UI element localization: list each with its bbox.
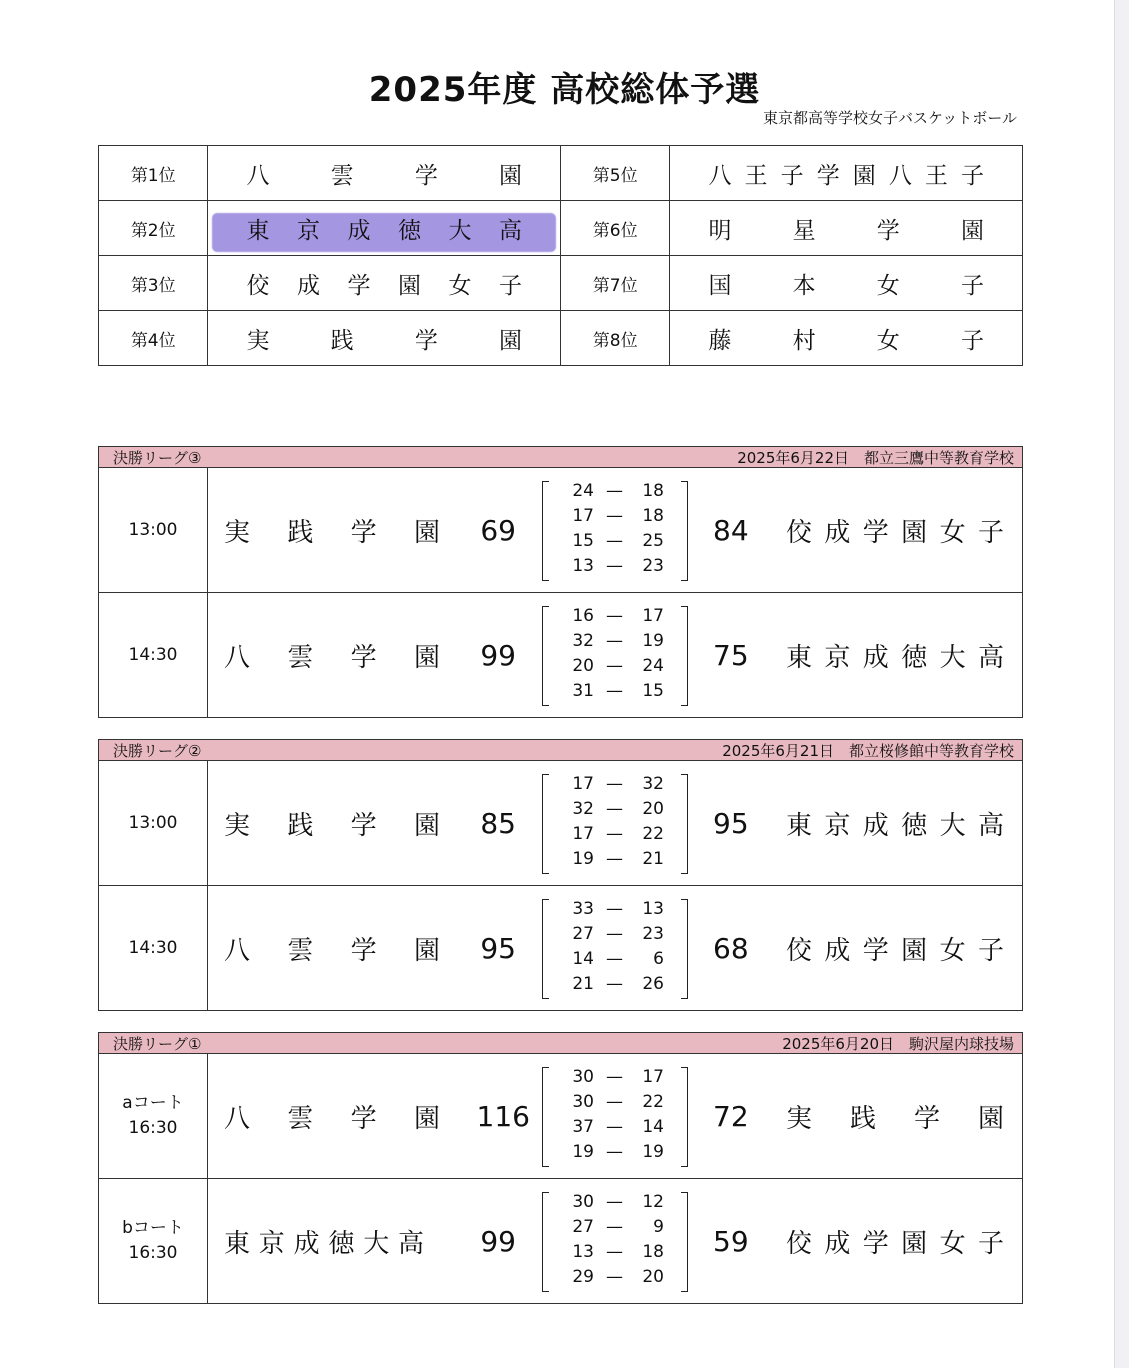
quarter-row: [542, 1242, 688, 1266]
final-league-1: [98, 1032, 1023, 1304]
game-body: [208, 593, 1022, 717]
quarter-dash: —: [606, 849, 623, 869]
section-date-venue: 2025年6月21日 都立桜修館中等教育学校: [722, 741, 1014, 760]
quarter-dash: —: [606, 1142, 623, 1162]
quarter-away: 19: [642, 1142, 664, 1162]
quarter-row: [542, 774, 688, 798]
quarter-dash: —: [606, 799, 623, 819]
away-team: 佼 成 学 園 女 子: [786, 1228, 1004, 1259]
quarter-home: 17: [572, 506, 594, 526]
quarter-away: 24: [642, 656, 664, 676]
quarter-home: 16: [572, 606, 594, 626]
game-body: [208, 1054, 1022, 1178]
game-row: [99, 1054, 1022, 1178]
quarter-row: [542, 1067, 688, 1091]
rank-label: 第5位: [560, 146, 669, 201]
section-date-venue: 2025年6月22日 都立三鷹中等教育学校: [737, 448, 1014, 467]
game-time-cell: [99, 593, 208, 717]
quarter-dash: —: [606, 631, 623, 651]
quarter-scores: [542, 481, 688, 579]
quarter-row: [542, 506, 688, 530]
quarter-row: [542, 1117, 688, 1141]
away-team: 佼 成 学 園 女 子: [786, 517, 1004, 548]
quarter-home: 32: [572, 799, 594, 819]
court-label: bコート: [122, 1218, 184, 1238]
quarter-dash: —: [606, 1092, 623, 1112]
rank-school-name: 八 雲 学 園: [246, 162, 522, 189]
rank-school: [208, 201, 561, 256]
quarter-row: [542, 1267, 688, 1291]
away-team: 実 践 学 園: [786, 1103, 1004, 1134]
section-header: [99, 1033, 1022, 1054]
home-team: 八 雲 学 園: [224, 1103, 440, 1134]
game-time-cell: [99, 1054, 208, 1178]
page-edge: [1114, 0, 1129, 1368]
quarter-row: [542, 656, 688, 680]
quarter-away: 17: [642, 606, 664, 626]
quarter-row: [542, 974, 688, 998]
quarter-dash: —: [606, 606, 623, 626]
quarter-row: [542, 531, 688, 555]
quarter-away: 23: [642, 556, 664, 576]
home-score: 116: [476, 1099, 530, 1133]
quarter-row: [542, 949, 688, 973]
quarter-scores: [542, 1067, 688, 1165]
game-time: 14:30: [128, 937, 178, 958]
quarter-dash: —: [606, 924, 623, 944]
ranking-row: [99, 256, 1023, 311]
quarter-row: [542, 924, 688, 948]
quarter-row: [542, 799, 688, 823]
rank-school: [670, 311, 1023, 366]
rank-school: [208, 311, 561, 366]
quarter-dash: —: [606, 899, 623, 919]
quarter-home: 27: [572, 924, 594, 944]
rank-label: 第3位: [99, 256, 208, 311]
quarter-away: 18: [642, 1242, 664, 1262]
quarter-scores: [542, 606, 688, 704]
quarter-dash: —: [606, 824, 623, 844]
game-row: [99, 468, 1022, 592]
away-score: 68: [713, 931, 749, 965]
home-team: 東 京 成 徳 大 高: [224, 1228, 424, 1259]
game-time: 13:00: [128, 812, 178, 833]
quarter-away: 23: [642, 924, 664, 944]
page-subtitle: 東京都高等学校女子バスケットボール: [763, 109, 1017, 127]
final-league-3: [98, 446, 1023, 718]
rank-label: 第2位: [99, 201, 208, 256]
quarter-away: 20: [642, 1267, 664, 1287]
quarter-home: 19: [572, 1142, 594, 1162]
game-body: [208, 1179, 1022, 1303]
quarter-home: 29: [572, 1267, 594, 1287]
quarter-away: 17: [642, 1067, 664, 1087]
quarter-dash: —: [606, 531, 623, 551]
quarter-home: 32: [572, 631, 594, 651]
quarter-home: 31: [572, 681, 594, 701]
quarter-row: [542, 606, 688, 630]
quarter-away: 6: [653, 949, 664, 969]
quarter-row: [542, 1192, 688, 1216]
away-score: 84: [713, 513, 749, 547]
quarter-dash: —: [606, 481, 623, 501]
home-score: 95: [480, 931, 516, 965]
quarter-home: 30: [572, 1192, 594, 1212]
section-header: [99, 740, 1022, 761]
away-team: 佼 成 学 園 女 子: [786, 935, 1004, 966]
home-score: 69: [480, 513, 516, 547]
rank-label: 第4位: [99, 311, 208, 366]
home-score: 99: [480, 1224, 516, 1258]
quarter-row: [542, 1092, 688, 1116]
section-name: 決勝リーグ②: [113, 741, 202, 760]
quarter-row: [542, 849, 688, 873]
rank-school-name: 国 本 女 子: [708, 272, 984, 299]
ranking-row: [99, 146, 1023, 201]
quarter-away: 19: [642, 631, 664, 651]
quarter-away: 22: [642, 824, 664, 844]
game-time-cell: [99, 468, 208, 592]
away-score: 95: [713, 806, 749, 840]
quarter-away: 18: [642, 481, 664, 501]
rank-school-name: 八 王 子 学 園 八 王 子: [708, 162, 984, 189]
away-team: 東 京 成 徳 大 高: [786, 642, 1004, 673]
game-time: 16:30: [128, 1118, 178, 1138]
quarter-home: 37: [572, 1117, 594, 1137]
rank-label: 第7位: [560, 256, 669, 311]
section-name: 決勝リーグ①: [113, 1034, 202, 1053]
quarter-home: 19: [572, 849, 594, 869]
quarter-dash: —: [606, 774, 623, 794]
quarter-dash: —: [606, 1267, 623, 1287]
quarter-dash: —: [606, 1117, 623, 1137]
quarter-dash: —: [606, 656, 623, 676]
game-time-cell: [99, 1179, 208, 1303]
away-team: 東 京 成 徳 大 高: [786, 810, 1004, 841]
home-team: 八 雲 学 園: [224, 935, 440, 966]
quarter-home: 33: [572, 899, 594, 919]
quarter-dash: —: [606, 681, 623, 701]
quarter-dash: —: [606, 974, 623, 994]
quarter-row: [542, 899, 688, 923]
quarter-home: 15: [572, 531, 594, 551]
quarter-dash: —: [606, 1192, 623, 1212]
game-time-cell: [99, 886, 208, 1010]
quarter-row: [542, 481, 688, 505]
quarter-home: 14: [572, 949, 594, 969]
game-row: [99, 761, 1022, 885]
rank-school: [670, 256, 1023, 311]
page-title: 2025年度 高校総体予選: [368, 70, 761, 110]
quarter-home: 20: [572, 656, 594, 676]
quarter-row: [542, 631, 688, 655]
rank-school: [208, 146, 561, 201]
quarter-row: [542, 1217, 688, 1241]
quarter-dash: —: [606, 556, 623, 576]
game-time: 16:30: [128, 1243, 178, 1263]
quarter-dash: —: [606, 1067, 623, 1087]
quarter-away: 9: [653, 1217, 664, 1237]
game-row: [99, 1178, 1022, 1303]
quarter-home: 27: [572, 1217, 594, 1237]
quarter-scores: [542, 1192, 688, 1290]
rank-school-name: 実 践 学 園: [246, 327, 522, 354]
quarter-away: 14: [642, 1117, 664, 1137]
quarter-home: 21: [572, 974, 594, 994]
quarter-away: 15: [642, 681, 664, 701]
quarter-away: 13: [642, 899, 664, 919]
ranking-row: [99, 201, 1023, 256]
quarter-dash: —: [606, 1242, 623, 1262]
rank-label: 第1位: [99, 146, 208, 201]
quarter-away: 25: [642, 531, 664, 551]
court-label: aコート: [122, 1093, 184, 1113]
game-body: [208, 468, 1022, 592]
quarter-scores: [542, 899, 688, 997]
rank-school-name: 明 星 学 園: [708, 217, 984, 244]
rank-school-name: 東 京 成 徳 大 高: [246, 217, 522, 244]
home-team: 実 践 学 園: [224, 517, 440, 548]
away-score: 75: [713, 638, 749, 672]
section-name: 決勝リーグ③: [113, 448, 202, 467]
quarter-row: [542, 556, 688, 580]
quarter-away: 22: [642, 1092, 664, 1112]
quarter-home: 13: [572, 556, 594, 576]
quarter-dash: —: [606, 949, 623, 969]
final-league-2: [98, 739, 1023, 1011]
quarter-away: 32: [642, 774, 664, 794]
quarter-away: 20: [642, 799, 664, 819]
quarter-row: [542, 824, 688, 848]
quarter-home: 17: [572, 824, 594, 844]
quarter-dash: —: [606, 506, 623, 526]
quarter-dash: —: [606, 1217, 623, 1237]
rank-school: [670, 201, 1023, 256]
home-team: 八 雲 学 園: [224, 642, 440, 673]
quarter-row: [542, 681, 688, 705]
quarter-away: 26: [642, 974, 664, 994]
home-score: 99: [480, 638, 516, 672]
game-time-cell: [99, 761, 208, 885]
rank-school-name: 藤 村 女 子: [708, 327, 984, 354]
game-time: 14:30: [128, 644, 178, 665]
quarter-away: 18: [642, 506, 664, 526]
game-body: [208, 761, 1022, 885]
game-row: [99, 885, 1022, 1010]
home-score: 85: [480, 806, 516, 840]
section-header: [99, 447, 1022, 468]
away-score: 59: [713, 1224, 749, 1258]
quarter-home: 30: [572, 1067, 594, 1087]
quarter-row: [542, 1142, 688, 1166]
quarter-home: 30: [572, 1092, 594, 1112]
rank-school: [208, 256, 561, 311]
rank-school: [670, 146, 1023, 201]
rank-label: 第8位: [560, 311, 669, 366]
quarter-away: 21: [642, 849, 664, 869]
rank-school-name: 佼 成 学 園 女 子: [246, 272, 522, 299]
ranking-table: [98, 145, 1023, 366]
game-body: [208, 886, 1022, 1010]
away-score: 72: [713, 1099, 749, 1133]
ranking-row: [99, 311, 1023, 366]
quarter-home: 17: [572, 774, 594, 794]
quarter-home: 13: [572, 1242, 594, 1262]
rank-label: 第6位: [560, 201, 669, 256]
quarter-away: 12: [642, 1192, 664, 1212]
section-date-venue: 2025年6月20日 駒沢屋内球技場: [782, 1034, 1014, 1053]
quarter-scores: [542, 774, 688, 872]
game-row: [99, 592, 1022, 717]
quarter-home: 24: [572, 481, 594, 501]
home-team: 実 践 学 園: [224, 810, 440, 841]
game-time: 13:00: [128, 519, 178, 540]
